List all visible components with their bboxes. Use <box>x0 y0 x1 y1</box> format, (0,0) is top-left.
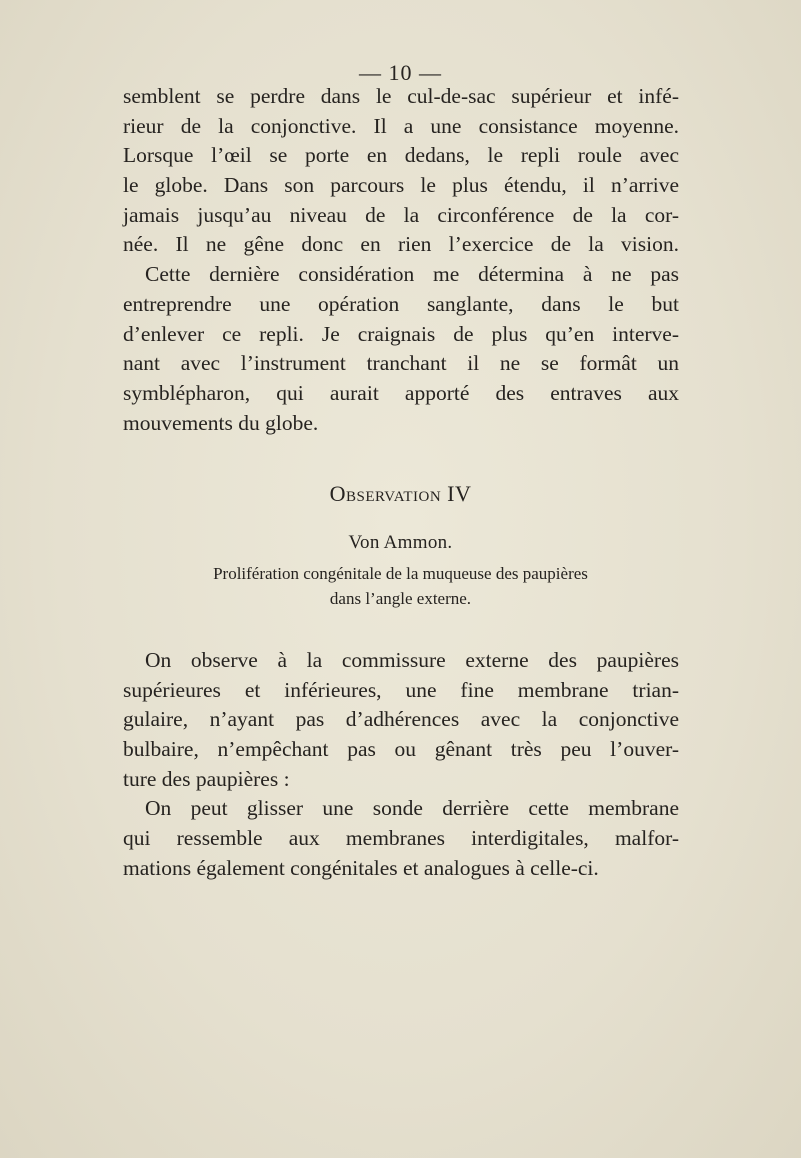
text-line: gulaire, n’ayant pas d’adhérences avec la conjonctive <box>123 707 679 732</box>
text-line: mouvements du globe. <box>123 410 319 435</box>
text-line: qui ressemble aux membranes interdigitales, malfor- <box>123 826 679 851</box>
observation-subtitle <box>0 561 801 611</box>
subtitle-line: dans l’angle externe. <box>329 589 472 608</box>
text-line: entreprendre une opération sanglante, dans le but <box>123 291 679 316</box>
text-line: née. Il ne gêne donc en rien l’exercice de la vision. <box>123 232 679 257</box>
text-line: semblent se perdre dans le cul-de-sac supérieur et infé- <box>123 84 679 108</box>
text-line: jamais jusqu’au niveau de la circonférence de la cor- <box>123 202 679 227</box>
text-line: rieur de la conjonctive. Il a une consistance moyenne. <box>123 113 679 138</box>
page-number: — 10 — <box>359 60 442 85</box>
text-line: supérieures et inférieures, une fine membrane trian- <box>123 677 679 702</box>
observation-author: Von Ammon. <box>348 532 453 553</box>
paragraph-2 <box>123 646 679 884</box>
paragraph-1 <box>123 82 679 438</box>
text-line: le globe. Dans son parcours le plus étendu, il n’arrive <box>123 173 679 198</box>
text-line: symblépharon, qui aurait apporté des entraves aux <box>123 380 679 405</box>
text-line: d’enlever ce repli. Je craignais de plus qu’en interve- <box>123 321 679 346</box>
text-line: ture des paupières : <box>123 766 290 791</box>
text-line: Cette dernière considération me détermina à ne pas <box>145 262 679 287</box>
text-line: On peut glisser une sonde derrière cette membrane <box>145 796 679 821</box>
text-line: On observe à la commissure externe des paupières <box>145 648 679 672</box>
text-line: mations également congénitales et analogues à celle-ci. <box>123 855 599 880</box>
text-line: Lorsque l’œil se porte en dedans, le repli roule avec <box>123 143 679 168</box>
observation-heading: Observation IV <box>329 481 472 506</box>
text-line: bulbaire, n’empêchant pas ou gênant très peu l’ouver- <box>123 737 679 762</box>
subtitle-line: Prolifération congénitale de la muqueuse des paupières <box>213 564 588 583</box>
text-line: nant avec l’instrument tranchant il ne se formât un <box>123 351 679 376</box>
